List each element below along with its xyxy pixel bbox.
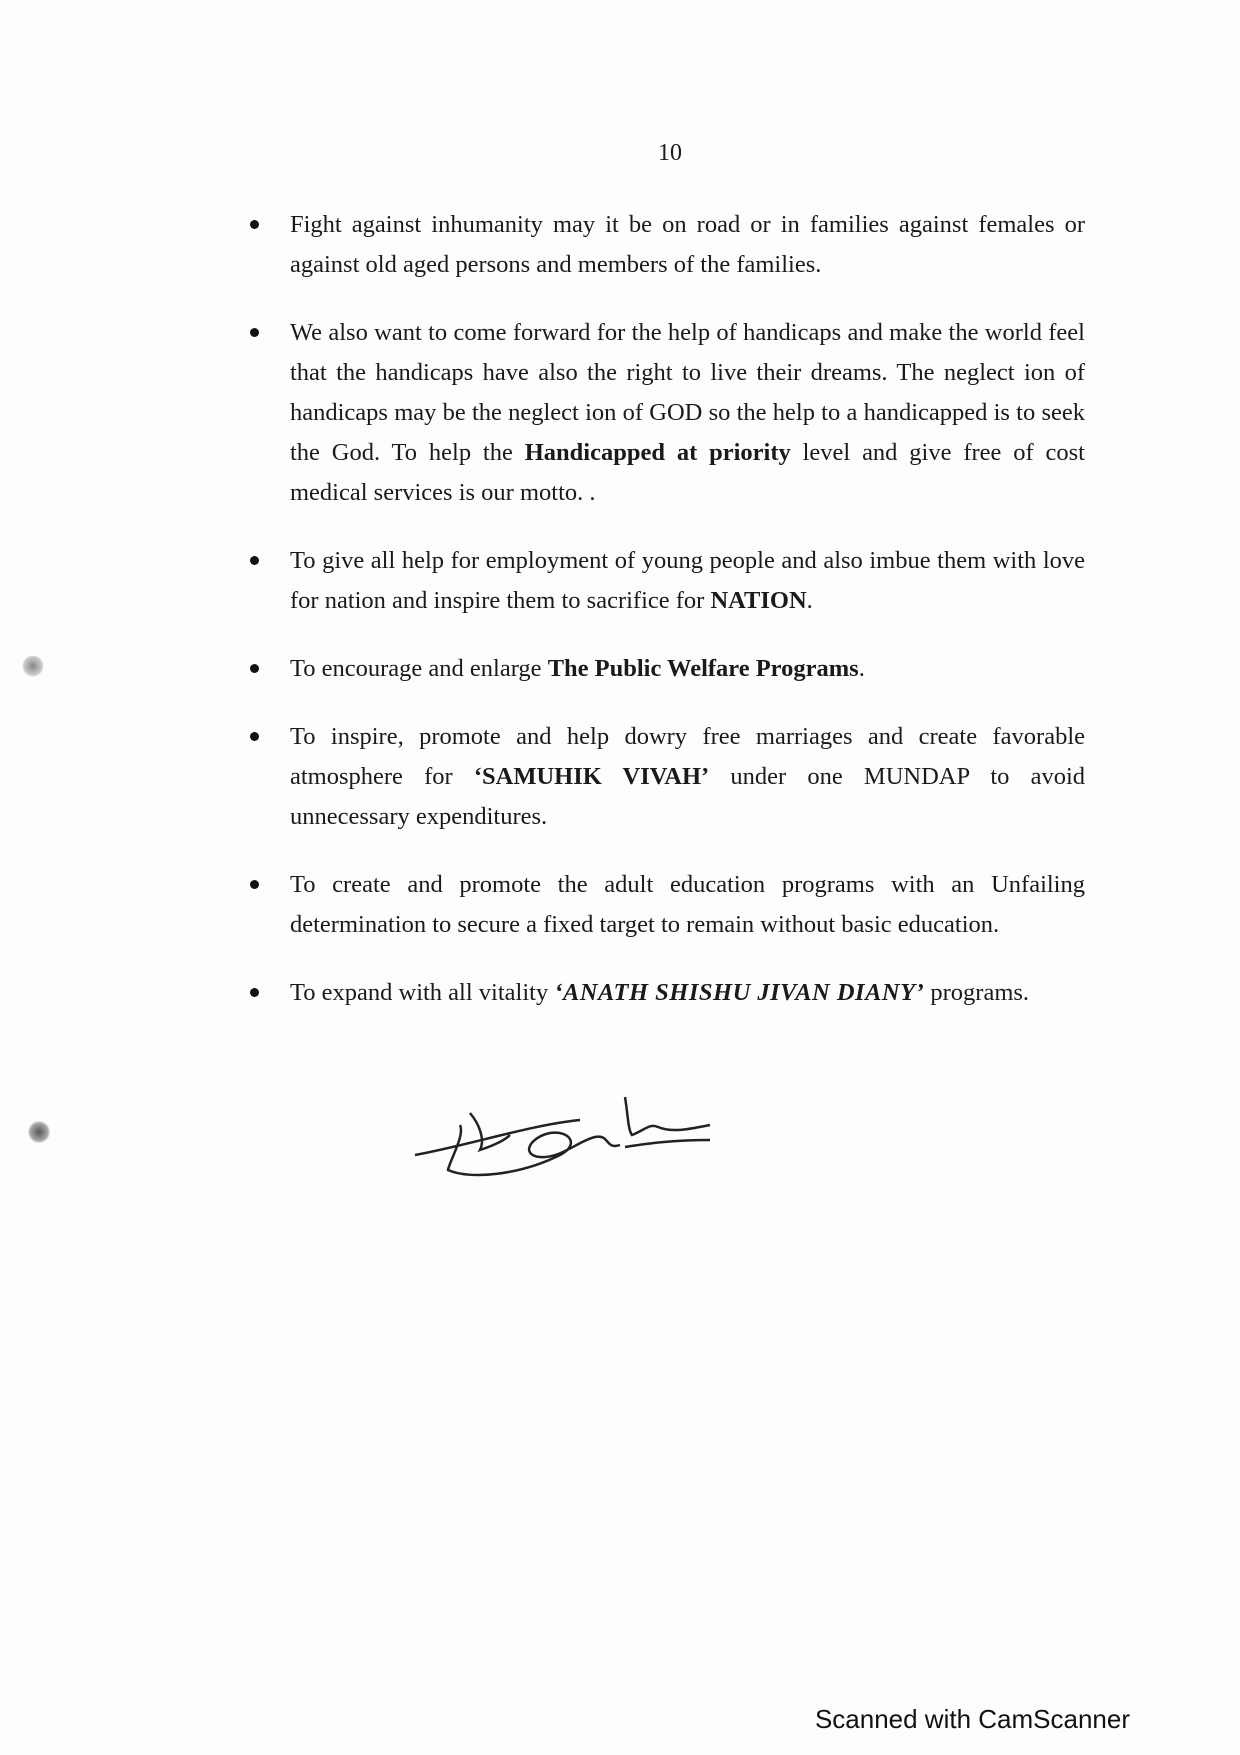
list-item-text: To create and promote the adult education programs with an Unfailing determination to secure a fixed target to remain without basic education. — [290, 871, 1085, 938]
list-item — [240, 205, 1085, 285]
list-item-text: . — [806, 587, 813, 614]
bullet-icon — [250, 732, 259, 741]
list-item-text: To encourage and enlarge — [290, 655, 548, 682]
list-item — [240, 313, 1085, 513]
list-item-text: Fight against inhumanity may it be on road or in families against females or against old aged persons and members of the families. — [290, 211, 1085, 278]
bullet-icon — [250, 328, 259, 337]
list-item-text: . — [858, 655, 865, 682]
bullet-icon — [250, 220, 259, 229]
list-item-text: We also want to come forward for the help of handicaps and make the world feel that the handicaps have also the right to live their dreams. The neglect ion of handicaps may be the neglect ion of GOD so the help to a handicapped is to seek the God. To help the — [290, 319, 1085, 466]
list-item-text: To inspire, promote and help dowry free marriages and create favorable atmosphere for — [290, 723, 1085, 790]
list-item-text: Handicapped at priority — [524, 439, 791, 466]
scan-artifact-left-upper — [22, 655, 44, 677]
list-item — [240, 649, 1085, 689]
list-item — [240, 973, 1085, 1013]
list-item — [240, 865, 1085, 945]
list-item-text: under one MUNDAP to avoid unnecessary expenditures. — [290, 763, 1086, 830]
list-item-text: ‘SAMUHIK VIVAH’ — [473, 763, 710, 790]
signature — [410, 1085, 720, 1195]
list-item-text: To expand with all vitality — [290, 979, 555, 1006]
objectives-list — [240, 205, 1085, 1041]
list-item-text: The Public Welfare Programs — [547, 655, 859, 682]
list-item-text: level and give free of cost medical services is our motto. . — [290, 439, 1085, 506]
list-item — [240, 541, 1085, 621]
scan-artifact-left-lower — [28, 1120, 50, 1144]
bullet-icon — [250, 664, 259, 673]
list-item-text: NATION — [710, 587, 807, 614]
bullet-icon — [250, 556, 259, 565]
page-number: 10 — [658, 140, 682, 166]
camscanner-watermark: Scanned with CamScanner — [814, 1704, 1130, 1734]
list-item-text: ‘ANATH SHISHU JIVAN DIANY’ — [554, 979, 925, 1006]
list-item-text: programs. — [924, 979, 1030, 1006]
bullet-icon — [250, 988, 259, 997]
list-item — [240, 717, 1085, 837]
list-item-text: To give all help for employment of young people and also imbue them with love for nation and inspire them to sacrifice for — [290, 547, 1085, 614]
bullet-icon — [250, 880, 259, 889]
